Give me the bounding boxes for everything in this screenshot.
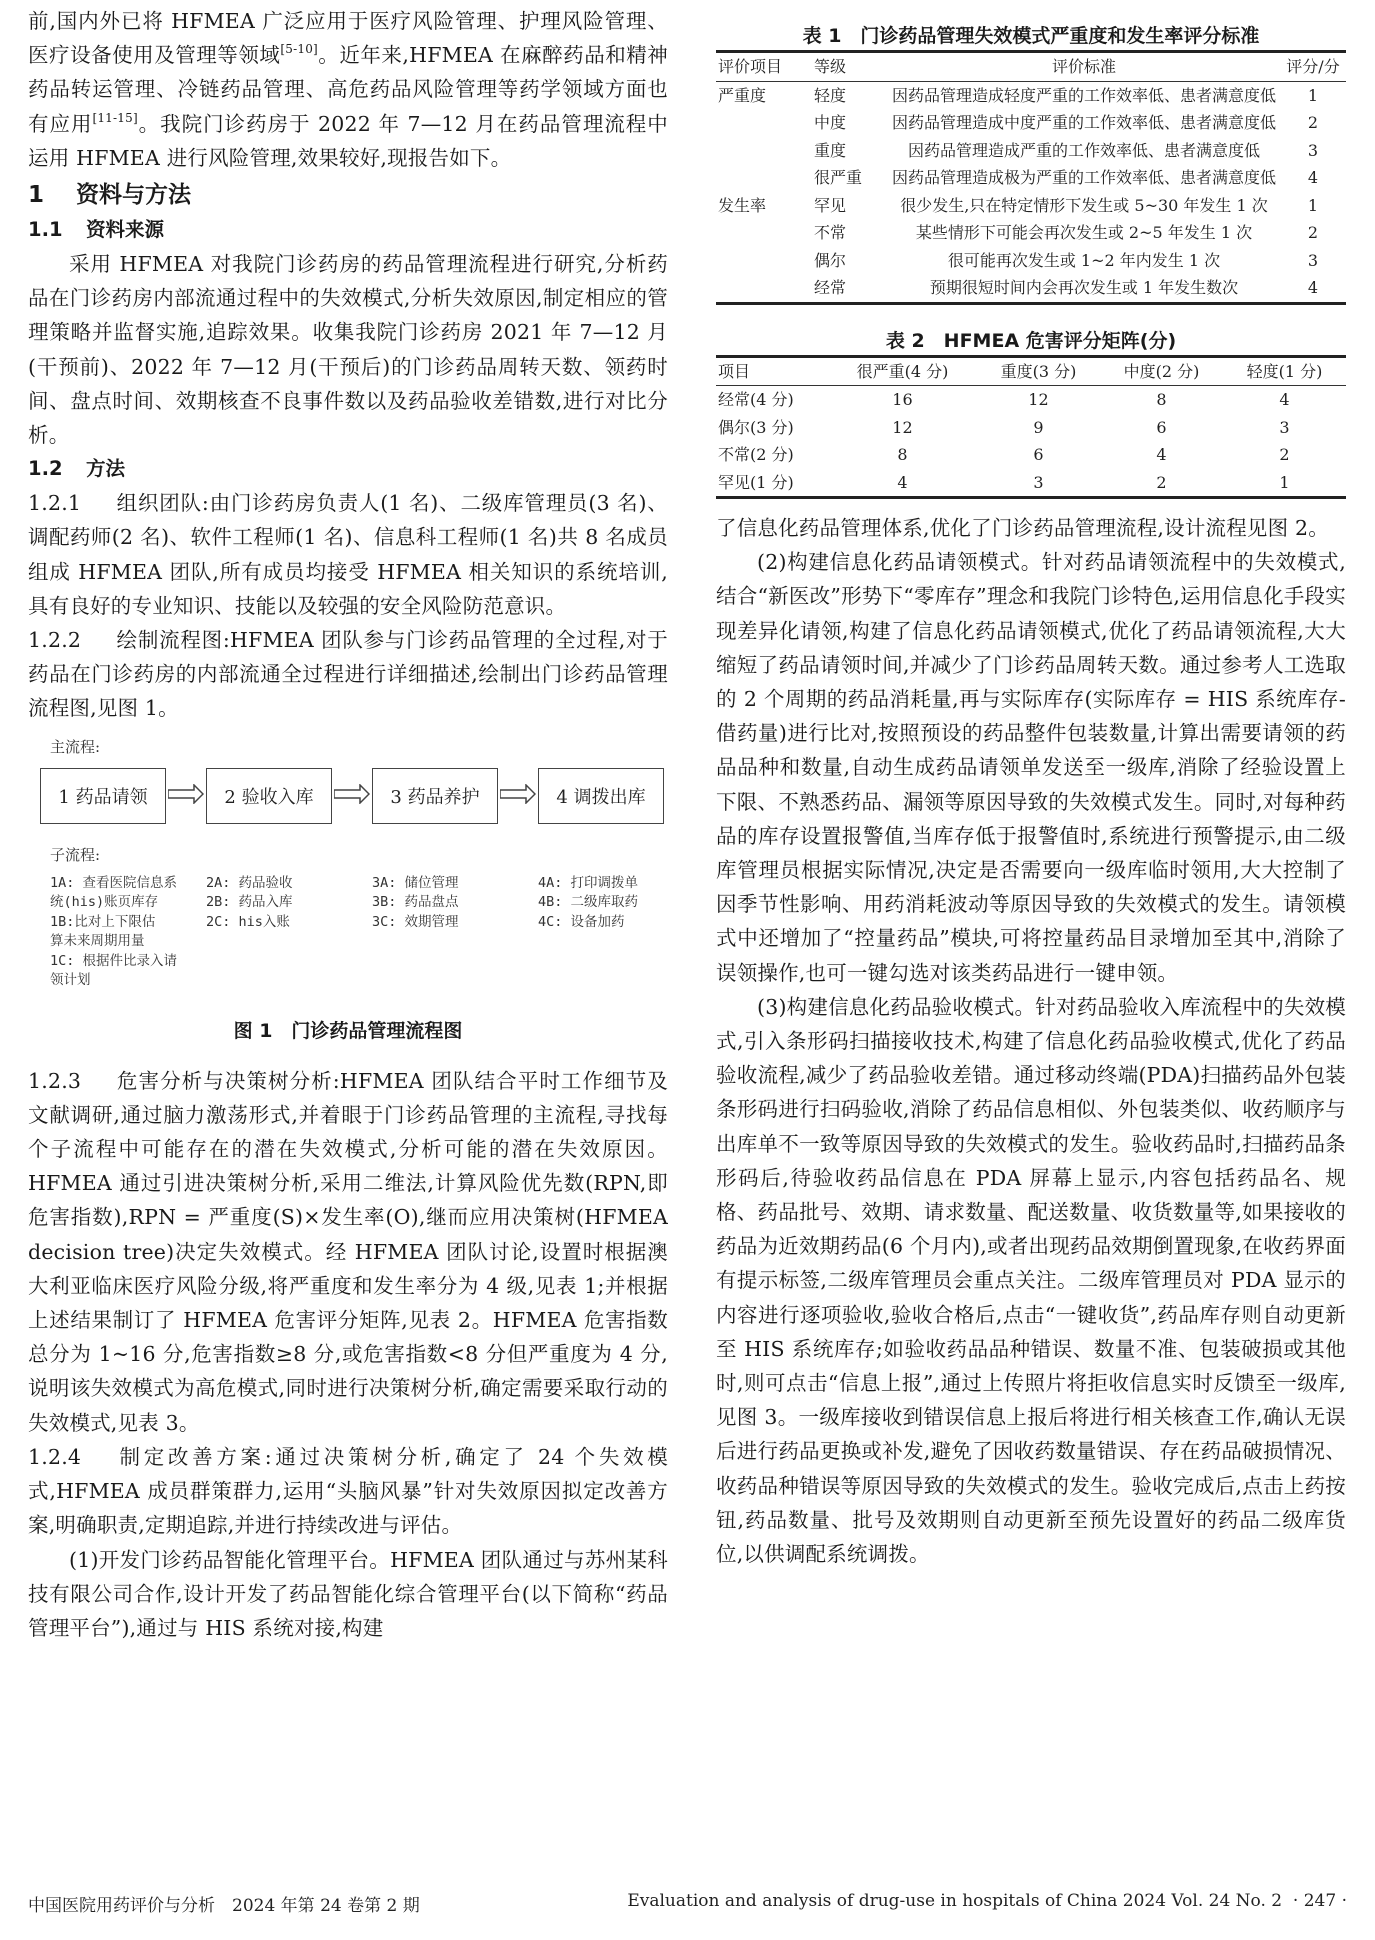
table-row [716, 414, 1346, 442]
sub-flow-column-3 [372, 874, 459, 933]
section-heading-1: 1 资料与方法 [28, 182, 191, 209]
column-header: 轻度(1 分) [1246, 361, 1323, 381]
arrow-right-icon [168, 784, 204, 804]
table-cell: 16 [892, 390, 913, 409]
table-cell [716, 274, 806, 303]
sub-flow-column-2 [206, 874, 293, 933]
table-cell: 4 [1156, 445, 1167, 464]
table-cell: 3 [1307, 140, 1319, 160]
table-2-title: 表 2 HFMEA 危害评分矩阵(分) [885, 329, 1177, 352]
table-cell: 中度 [814, 113, 847, 132]
flow-step-4: 4 调拨出库 [538, 768, 664, 824]
left-column [28, 0, 668, 1645]
table-cell: 2 [1279, 445, 1290, 464]
table-cell: 9 [1033, 417, 1044, 437]
sub-step: 2B: 药品入库 [206, 894, 293, 911]
table-row [716, 441, 1346, 469]
table-cell: 轻度 [814, 85, 847, 105]
sub-flow-label: 子流程: [50, 845, 101, 864]
table-row [716, 192, 1346, 220]
table-cell: 8 [1156, 390, 1167, 409]
table-cell: 12 [1028, 390, 1049, 409]
footer-journal-cn: 中国医院用药评价与分析 2024 年第 24 卷第 2 期 [28, 1896, 420, 1916]
paragraph-item-2: (2)构建信息化药品请领模式。针对药品请领流程中的失效模式,结合“新医改”形势下“零库存”理念和我院门诊特色,运用信息化手段实现差异化请领,构建了信息化药品请领模式,优化了药品请领流程,大大缩短了药品请领时间,并减少了门诊药品周转天数。通过参考人工选取的 2 个周期的药品消耗量,再与实际库存(实际库存 = HIS 系统库存-借药量)进行比对,按照预设的药品整件包装数量,计算出需要请领的药品品种和数量,自动生成药品请领单发送至一级库,消除了经验设置上下限、不熟悉药品、漏领等原因导致的失效模式发生。同时,对每种药品的库存设置报警值,当库存低于报警值时,系统进行预警提示,由二级库管理员根据实际情况,决定是否需要向一级库临时领用,大大控制了因季节性影响、用药消耗波动等原因导致的失效模式的发生。请领模式中还增加了“控量药品”模块,可将控量药品目录增加至其中,消除了误领操作,也可一键勾选对该类药品进行一键申领。 [716, 550, 1346, 985]
column-header: 评价项目 [718, 57, 783, 76]
table-1 [716, 50, 1346, 305]
table-cell: 偶尔 [814, 250, 847, 270]
sub-step: 1A: 查看医院信息系 [50, 874, 178, 891]
table-cell: 不常(2 分) [718, 445, 794, 464]
sub-step: 4C: 设备加药 [538, 913, 625, 930]
citation-5-10[interactable]: [5-10] [280, 42, 318, 57]
flow-step-3: 3 药品养护 [372, 768, 498, 824]
table-cell: 很严重 [814, 168, 863, 187]
column-header: 很严重(4 分) [856, 361, 949, 381]
table-cell: 6 [1156, 417, 1167, 437]
table-cell: 罕见(1 分) [718, 472, 794, 492]
table-header-row [716, 52, 1346, 82]
main-flow-label: 主流程: [50, 737, 101, 756]
table-cell: 严重度 [718, 85, 767, 105]
table-cell: 偶尔(3 分) [718, 417, 794, 437]
table-row [716, 137, 1346, 165]
table-cell [716, 109, 806, 137]
column-header: 项目 [718, 361, 751, 381]
table-cell: 罕见 [814, 195, 847, 215]
table-cell: 1 [1307, 195, 1319, 215]
paragraph-data-source: 采用 HFMEA 对我院门诊药房的药品管理流程进行研究,分析药品在门诊药房内部流通过程中的失效模式,分析失效原因,制定相应的管理策略并监督实施,追踪效果。收集我院门诊药房 2021 年 7—12 月(干预前)、2022 年 7—12 月(干预后)的门诊药品周转天数、领药时间、盘点时间、效期核查不良事件数以及药品验收差错数,进行对比分析。 [28, 252, 668, 448]
table-row [716, 164, 1346, 192]
table-cell: 经常 [814, 278, 847, 297]
table-cell: 不常 [814, 223, 847, 242]
intro-paragraph: 前,国内外已将 HFMEA 广泛应用于医疗风险管理、护理风险管理、医疗设备使用及管理等领域[5-10]。近年来,HFMEA 在麻醉药品和精神药品转运管理、冷链药品管理、高危药品风险管理等药学领域方面也有应用[11-15]。我院门诊药房于 2022 年 7—12 月在药品管理流程中运用 HFMEA 进行风险管理,效果较好,现报告如下。 [28, 9, 668, 170]
right-column [716, 0, 1346, 1571]
table-cell: 因药品管理造成中度严重的工作效率低、患者满意度低 [891, 113, 1276, 132]
table-2 [716, 355, 1346, 500]
table-cell: 4 [1307, 168, 1319, 187]
column-header: 评分/分 [1286, 57, 1340, 76]
section-heading-1-2: 1.2 方法 [28, 457, 126, 481]
page-number: · 247 · [1292, 1891, 1347, 1911]
sub-step: 算未来周期用量 [50, 933, 145, 950]
flow-step-1: 1 药品请领 [40, 768, 166, 824]
table-cell: 2 [1307, 113, 1319, 132]
sub-step: 3A: 储位管理 [372, 874, 459, 891]
table-row [716, 219, 1346, 247]
table-cell: 因药品管理造成极为严重的工作效率低、患者满意度低 [891, 168, 1276, 187]
table-row [716, 274, 1346, 303]
table-cell: 1 [1307, 85, 1319, 105]
footer-journal-en: Evaluation and analysis of drug-use in hospitals of China 2024 Vol. 24 No. 2 · 247 · [627, 1891, 1347, 1911]
table-cell: 1 [1279, 472, 1290, 492]
table-cell: 4 [897, 472, 908, 492]
column-header: 重度(3 分) [1000, 361, 1077, 381]
sub-step: 1B:比对上下限估 [50, 913, 156, 930]
table-cell: 4 [1279, 390, 1290, 409]
column-header: 评价标准 [1051, 57, 1116, 76]
table-cell: 3 [1033, 472, 1044, 492]
sub-step: 1C: 根据件比录入请 [50, 952, 178, 969]
arrow-right-icon [334, 784, 370, 804]
table-cell [716, 164, 806, 192]
sub-step: 统(his)账页库存 [50, 894, 159, 911]
sub-step: 3B: 药品盘点 [372, 894, 459, 911]
table-cell: 很少发生,只在特定情形下发生或 5~30 年发生 1 次 [900, 195, 1268, 215]
sub-step: 3C: 效期管理 [372, 913, 459, 930]
table-cell: 某些情形下可能会再次发生或 2~5 年发生 1 次 [915, 223, 1253, 242]
paragraph-1-2-1: 1.2.1 组织团队:由门诊药房负责人(1 名)、二级库管理员(3 名)、调配药师(2 名)、软件工程师(1 名)、信息科工程师(1 名)共 8 名成员组成 HFMEA 团队,所有成员均接受 HFMEA 相关知识的系统培训,具有良好的专业知识、技能以及较强的安全风险防范意识。 [28, 491, 668, 618]
table-cell: 很可能再次发生或 1~2 年内发生 1 次 [947, 250, 1221, 270]
table-row [716, 386, 1346, 414]
citation-11-15[interactable]: [11-15] [92, 110, 138, 125]
table-cell: 2 [1307, 223, 1319, 242]
table-cell [716, 137, 806, 165]
figure-1-caption: 图 1 门诊药品管理流程图 [233, 1019, 463, 1042]
table-cell [716, 219, 806, 247]
paragraph-1-2-2: 1.2.2 绘制流程图:HFMEA 团队参与门诊药品管理的全过程,对于药品在门诊药房的内部流通全过程进行详细描述,绘制出门诊药品管理流程图,见图 1。 [28, 628, 668, 721]
figure-1-flowchart [28, 732, 668, 1014]
table-row [716, 81, 1346, 109]
table-cell: 因药品管理造成严重的工作效率低、患者满意度低 [907, 140, 1260, 160]
sub-step: 2C: his入账 [206, 913, 290, 930]
paragraph-item-1: (1)开发门诊药品智能化管理平台。HFMEA 团队通过与苏州某科技有限公司合作,设计开发了药品智能化综合管理平台(以下简称“药品管理平台”),通过与 HIS 系统对接,构建 [28, 1547, 668, 1640]
table-cell: 6 [1033, 445, 1044, 464]
table-row [716, 247, 1346, 275]
table-cell: 重度 [814, 140, 847, 160]
paragraph-continued: 了信息化药品管理体系,优化了门诊药品管理流程,设计流程见图 2。 [716, 516, 1329, 540]
table-row [716, 109, 1346, 137]
paragraph-item-3: (3)构建信息化药品验收模式。针对药品验收入库流程中的失效模式,引入条形码扫描接收技术,构建了信息化药品验收模式,优化了药品验收流程,减少了药品验收差错。通过移动终端(PDA)扫描药品外包装条形码进行扫码验收,消除了药品信息相似、外包装类似、收药顺序与出库单不一致等原因导致的失效模式的发生。验收药品时,扫描药品条形码后,待验收药品信息在 PDA 屏幕上显示,内容包括药品名、规格、药品批号、效期、请求数量、配送数量、收货数量等,如果接收的药品为近效期药品(6 个月内),或者出现药品效期倒置现象,在收药界面有提示标签,二级库管理员会重点关注。二级库管理员对 PDA 显示的内容进行逐项验收,验收合格后,点击“一键收货”,药品库存则自动更新至 HIS 系统库存;如验收药品品种错误、数量不准、包装破损或其他时,则可点击“信息上报”,通过上传照片将拒收信息实时反馈至一级库,见图 3。一级库接收到错误信息上报后将进行相关核查工作,确认无误后进行药品更换或补发,避免了因收药数量错误、存在药品破损情况、收药品种错误等原因导致的失效模式的发生。验收完成后,点击上药按钮,药品数量、批号及效期则自动更新至预先设置好的药品二级库货位,以供调配系统调拨。 [716, 994, 1346, 1567]
sub-flow-column-4 [538, 874, 638, 933]
table-cell: 8 [897, 445, 908, 464]
table-cell [716, 247, 806, 275]
sub-step: 2A: 药品验收 [206, 874, 293, 891]
table-row [716, 469, 1346, 498]
sub-step: 4A: 打印调拨单 [538, 874, 639, 891]
column-header: 等级 [814, 57, 847, 76]
table-cell: 因药品管理造成轻度严重的工作效率低、患者满意度低 [891, 85, 1276, 105]
table-cell: 4 [1307, 278, 1319, 297]
paragraph-1-2-4: 1.2.4 制定改善方案:通过决策树分析,确定了 24 个失效模式,HFMEA 成员群策群力,运用“头脑风暴”针对失效原因拟定改善方案,明确职责,定期追踪,并进行持续改进与评估。 [28, 1444, 668, 1538]
section-heading-1-1: 1.1 资料来源 [28, 218, 165, 242]
sub-step: 领计划 [50, 972, 91, 989]
arrow-right-icon [500, 784, 536, 804]
table-cell: 3 [1307, 250, 1319, 270]
column-header: 中度(2 分) [1123, 361, 1200, 381]
sub-step: 4B: 二级库取药 [538, 894, 639, 911]
table-1-title: 表 1 门诊药品管理失效模式严重度和发生率评分标准 [802, 25, 1260, 47]
table-cell: 发生率 [718, 195, 767, 215]
sub-flow-column-1 [50, 874, 177, 991]
table-cell: 2 [1156, 472, 1167, 492]
table-cell: 12 [892, 417, 913, 437]
table-cell: 3 [1279, 417, 1290, 437]
table-header-row [716, 356, 1346, 386]
table-cell: 预期很短时间内会再次发生或 1 年发生数次 [929, 278, 1239, 297]
flow-step-2: 2 验收入库 [206, 768, 332, 824]
paragraph-1-2-3: 1.2.3 危害分析与决策树分析:HFMEA 团队结合平时工作细节及文献调研,通过脑力激荡形式,并着眼于门诊药品管理的主流程,寻找每个子流程中可能存在的潜在失效模式,分析可能的潜在失效原因。HFMEA 通过引进决策树分析,采用二维法,计算风险优先数(RPN,即危害指数),RPN = 严重度(S)×发生率(O),继而应用决策树(HFMEA decision tree)决定失效模式。经 HFMEA 团队讨论,设置时根据澳大利亚临床医疗风险分级,将严重度和发生率分为 4 级,见表 1;并根据上述结果制订了 HFMEA 危害评分矩阵,见表 2。HFMEA 危害指数总分为 1~16 分,危害指数≥8 分,或危害指数<8 分但严重度为 4 分,说明该失效模式为高危模式,同时进行决策树分析,确定需要采取行动的失效模式,见表 3。 [28, 1068, 668, 1435]
table-cell: 经常(4 分) [718, 390, 794, 409]
